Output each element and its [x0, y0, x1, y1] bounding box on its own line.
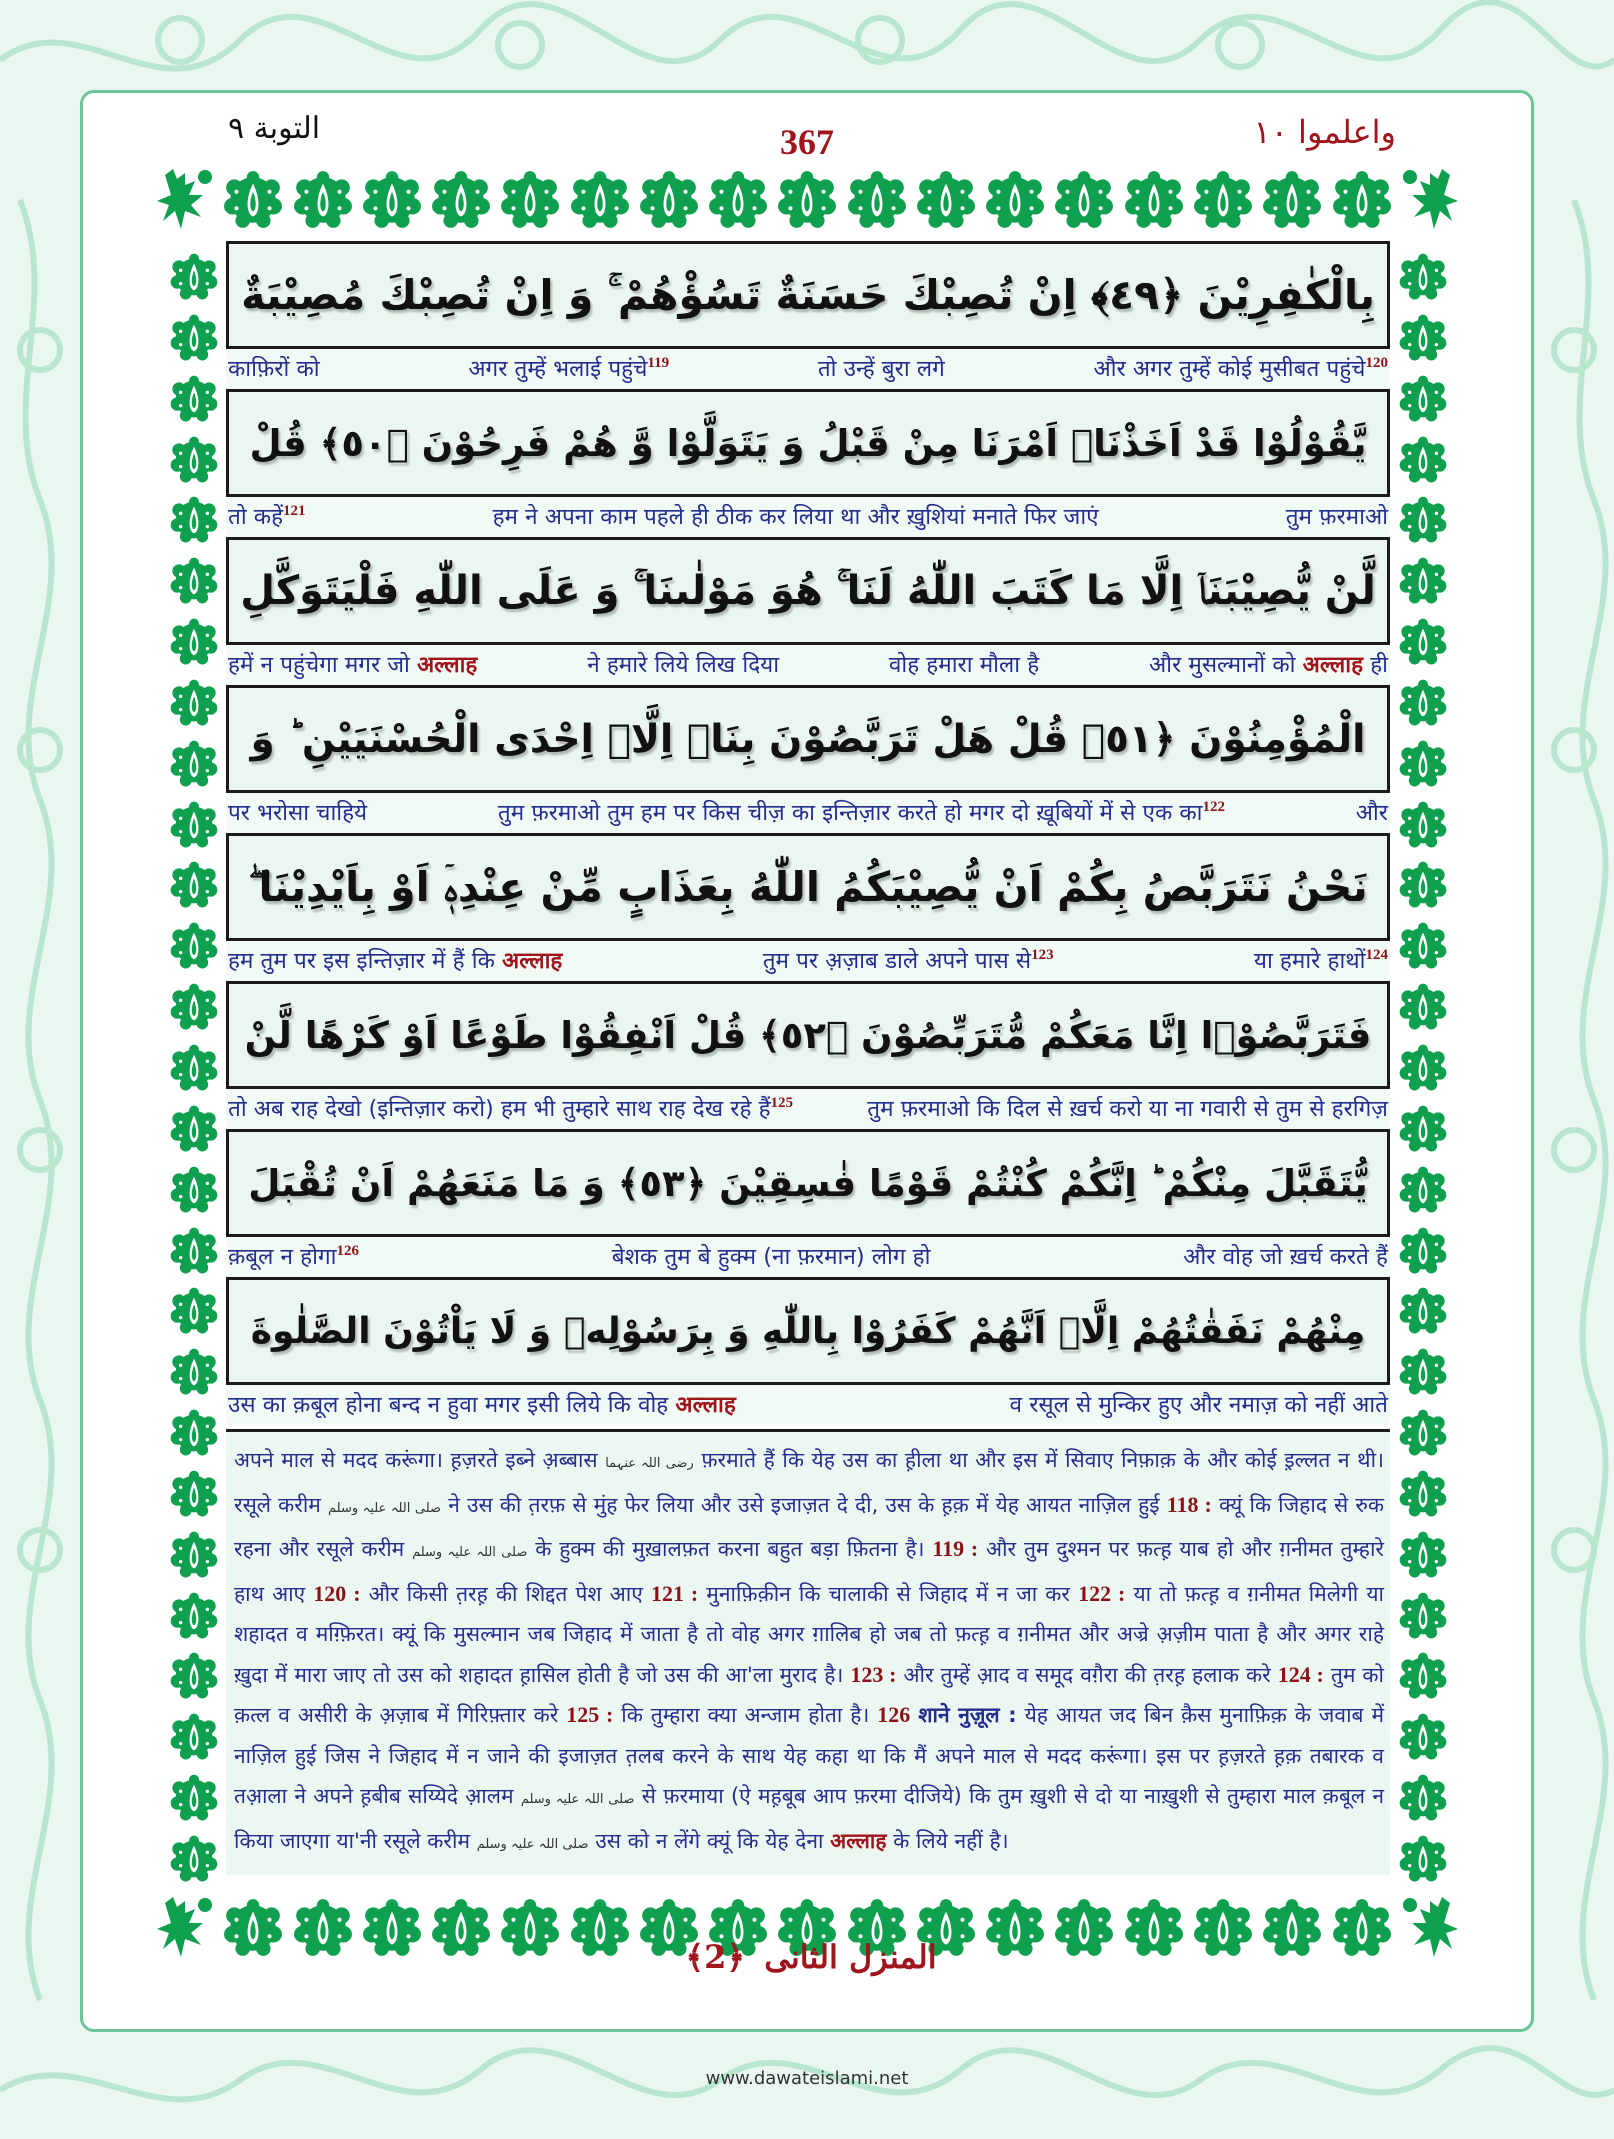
paisley-ornament-icon	[1398, 1587, 1448, 1645]
paisley-ornament-icon	[1398, 1526, 1448, 1584]
note-text: या तो फ़त्ह़ व ग़नीमत मिलेगी या शहादत व मग़्फ़िरत। क्यूं कि मुसल्मान जब जिहाद में जाता है तो वोह अगर ग़ालिब हो जब तो फ़त्ह़ व ग़नीमत और अज्रे अ़ज़ीम पाता है और अगर राहे ख़ुदा में मारा जाए तो उस को शहादत ह़ासिल होती है जो उस की आ'ला मुराद है।	[234, 1581, 1384, 1687]
note-number: 123 :	[850, 1661, 897, 1687]
paisley-ornament-icon	[169, 1343, 219, 1401]
right-ornament-border	[1397, 248, 1449, 1888]
note-number: 121 :	[650, 1580, 699, 1606]
paisley-ornament-icon	[1123, 169, 1185, 231]
footnote-marker[interactable]: 124	[1365, 947, 1388, 963]
footnote-marker[interactable]: 126	[336, 1243, 359, 1259]
note-text: मुनाफ़िक़ीन कि चालाकी से जिहाद में न जा कर	[706, 1581, 1071, 1606]
allah-word: अल्लाह	[502, 948, 563, 974]
translation-line	[226, 645, 1390, 685]
top-ornament-border	[155, 165, 1460, 235]
translation-segment: तो अब राह देखो (इन्तिज़ार करो) हम भी तुम्हारे साथ राह देख रहे हैं$^{125}$	[228, 1095, 794, 1122]
paisley-ornament-icon	[169, 552, 219, 610]
translation-segment: और अगर तुम्हें कोई मुसीबत पहुंचे$^{120}$	[1093, 355, 1388, 382]
honorific-glyph: صلی اللہ علیہ وسلم	[327, 1500, 442, 1516]
translation-segment: हम ने अपना काम पहले ही ठीक कर लिया था और ख़ुशियां मनाते फिर जाएं	[492, 504, 1099, 530]
paisley-ornament-icon	[169, 796, 219, 854]
ayah-box	[226, 685, 1390, 793]
allah-word: अल्लाह	[417, 652, 478, 678]
arabic-ayah-text: يُّتَقَبَّلَ مِنْكُمْ ؕ اِنَّكُمْ كُنْتُمْ قَوْمًا فٰسِقِيْنَ ﴿٥٣﴾ وَ مَا مَنَعَهُمْ اَنْ تُقْبَلَ	[248, 1161, 1368, 1205]
paisley-ornament-icon	[1261, 169, 1323, 231]
paisley-ornament-icon	[169, 1282, 219, 1340]
paisley-ornament-icon	[915, 169, 977, 231]
page-header	[83, 93, 1531, 163]
paisley-ornament-icon	[169, 1830, 219, 1888]
left-ornament-border	[168, 248, 220, 1888]
paisley-ornament-icon	[984, 169, 1046, 231]
paisley-ornament-icon	[169, 1647, 219, 1705]
paisley-ornament-icon	[1398, 370, 1448, 428]
note-text: क्यूं कि जिहाद से रुक रहना और रसूले करीम	[234, 1492, 1385, 1561]
shane-nuzul-heading: शाने नुज़ूल :	[918, 1703, 1017, 1727]
paisley-ornament-icon	[1398, 735, 1448, 793]
paisley-ornament-icon	[776, 169, 838, 231]
translation-segment: ने हमारे लिये लिख दिया	[587, 652, 780, 678]
paisley-ornament-icon	[1398, 1222, 1448, 1280]
paisley-ornament-icon	[1398, 1282, 1448, 1340]
translation-segment: और मुसल्मानों को अल्लाह ही	[1149, 652, 1388, 678]
paisley-ornament-icon	[1398, 674, 1448, 732]
paisley-ornament-icon	[1398, 1100, 1448, 1158]
footnote-marker[interactable]: 119	[647, 355, 670, 371]
paisley-ornament-icon	[169, 613, 219, 671]
translation-segment: उस का क़बूल होना बन्द न हुवा मगर इसी लिये कि वोह अल्लाह	[228, 1392, 736, 1418]
note-text: कि तुम्हारा क्या अन्जाम होता है।	[621, 1703, 870, 1727]
note-text: ने उस की त़रफ़ से मुंह फेर लिया और उसे इजाज़त दे दी, उस के ह़क़ में येह आयत नाज़िल हुई	[448, 1492, 1160, 1517]
paisley-ornament-icon	[361, 169, 423, 231]
translation-segment: हमें न पहुंचेगा मगर जो अल्लाह	[228, 652, 478, 678]
translation-segment: तो उन्हें बुरा लगे	[817, 356, 945, 382]
paisley-ornament-icon	[1398, 1404, 1448, 1462]
paisley-ornament-icon	[1398, 613, 1448, 671]
paisley-ornament-icon	[169, 248, 219, 306]
note-text: तुम को क़त्ल व असीरी के अ़ज़ाब में गिरिफ़्तार करे	[234, 1662, 1384, 1727]
paisley-ornament-icon	[1398, 796, 1448, 854]
ayah-box	[226, 981, 1390, 1089]
honorific-glyph: صلی اللہ علیہ وسلم	[520, 1792, 635, 1807]
footnotes-commentary	[226, 1432, 1390, 1875]
translation-segment: तुम पर अ़ज़ाब डाले अपने पास से$^{123}$	[762, 947, 1054, 974]
arabic-ayah-text: فَتَرَبَّصُوْۤا اِنَّا مَعَكُمْ مُّتَرَبِّصُوْنَ ﴿٥٢﴾ قُلْ اَنْفِقُوْا طَوْعًا اَوْ كَرْهًا لَّنْ	[244, 1013, 1372, 1057]
paisley-ornament-icon	[222, 169, 284, 231]
arabic-ayah-text: الْمُؤْمِنُوْنَ ﴿٥١﴾ قُلْ هَلْ تَرَبَّصُوْنَ بِنَاۤ اِلَّاۤ اِحْدَى الْحُسْنَيَيْنِ ؕ وَ	[250, 716, 1366, 762]
note-number: 124 :	[1277, 1661, 1324, 1687]
note-text: फ़रमाते हैं कि येह उस का ह़ीला था और इस में सिवाए निफ़ाक़ के और कोई इ़ल्लत न थी। रसूले करीम	[234, 1448, 1384, 1517]
ayah-box	[226, 1277, 1390, 1385]
paisley-ornament-icon	[1398, 917, 1448, 975]
paisley-ornament-icon	[1398, 1647, 1448, 1705]
corner-ornament-icon	[155, 165, 215, 235]
note-text: और तुम्हें आ़द व समूद वग़ैरा की त़रह़ हलाक करे	[903, 1662, 1271, 1687]
note-text: से फ़रमाया (ऐ मह़बूब आप फ़रमा दीजिये) कि तुम ख़ुशी से दो या नाख़ुशी से तुम्हारा माल क़बूल न किया जाएगा या'नी रसूले करीम	[234, 1784, 1384, 1853]
note-text: अपने माल से मदद करूंगा। ह़ज़रते इब्ने अ़ब्बास	[234, 1448, 598, 1472]
manzil-number: ﴿2﴾	[685, 1938, 746, 1976]
paisley-ornament-icon	[1331, 169, 1393, 231]
allah-word: अल्लाह	[830, 1827, 887, 1853]
note-number: 119 :	[932, 1536, 979, 1561]
content-area	[226, 241, 1390, 1875]
website-url[interactable]: www.dawateislami.net	[705, 2068, 909, 2089]
paisley-ornament-icon	[169, 370, 219, 428]
translation-line	[226, 793, 1390, 833]
footnote-marker[interactable]: 125	[770, 1095, 794, 1111]
note-text: के लिये नहीं है।	[893, 1828, 1009, 1853]
paisley-ornament-icon	[169, 1039, 219, 1097]
paisley-ornament-icon	[169, 856, 219, 914]
note-text: और किसी त़रह़ की शिद्दत पेश आए	[368, 1581, 643, 1606]
translation-line	[226, 497, 1390, 537]
honorific-glyph: رضی اللہ عنہما	[605, 1456, 694, 1471]
paisley-ornament-icon	[1053, 169, 1115, 231]
paisley-ornament-icon	[1398, 978, 1448, 1036]
note-number: 118 :	[1166, 1491, 1212, 1517]
translation-segment: अगर तुम्हें भलाई पहुंचे$^{119}$	[468, 355, 670, 382]
paisley-ornament-icon	[1398, 1039, 1448, 1097]
translation-line	[226, 1089, 1390, 1129]
translation-segment: और	[1355, 800, 1388, 826]
ayah-box	[226, 389, 1390, 497]
paisley-ornament-icon	[499, 169, 561, 231]
paisley-ornament-icon	[1398, 1769, 1448, 1827]
translation-segment: या हमारे हाथों$^{124}$	[1253, 947, 1388, 974]
paisley-ornament-icon	[707, 169, 769, 231]
footnote-marker[interactable]: 121	[283, 503, 306, 519]
manzil-label: المنزل الثانی	[764, 1938, 937, 1976]
arabic-ayah-text: نَحْنُ نَتَرَبَّصُ بِكُمْ اَنْ يُّصِيْبَكُمُ اللّٰهُ بِعَذَابٍ مِّنْ عِنْدِهٖۤ اَوْ بِاَيْدِيْنَا ۖ	[248, 862, 1368, 911]
ayah-box	[226, 537, 1390, 645]
paisley-ornament-icon	[1398, 491, 1448, 549]
paisley-ornament-icon	[1398, 1465, 1448, 1523]
arabic-ayah-text: يَّقُوْلُوْا قَدْ اَخَذْنَاۤ اَمْرَنَا مِنْ قَبْلُ وَ يَتَوَلَّوْا وَّ هُمْ فَرِحُوْنَ ﴿٥٠﴾ قُلْ	[249, 421, 1367, 465]
paisley-ornament-icon	[1398, 1343, 1448, 1401]
arabic-ayah-text: لَّنْ يُّصِيْبَنَاۤ اِلَّا مَا كَتَبَ اللّٰهُ لَنَا ۚ هُوَ مَوْلٰىنَا ۚ وَ عَلَى اللّٰهِ فَلْيَتَوَكَّلِ	[240, 568, 1376, 614]
translation-line	[226, 349, 1390, 389]
paisley-ornament-icon	[169, 431, 219, 489]
paisley-ornament-icon	[1192, 169, 1254, 231]
paisley-ornament-icon	[1398, 1161, 1448, 1219]
arabic-ayah-text: مِنْهُمْ نَفَقٰتُهُمْ اِلَّاۤ اَنَّهُمْ كَفَرُوْا بِاللّٰهِ وَ بِرَسُوْلِهٖ وَ لَا يَاْتُوْنَ الصَّلٰوةَ	[250, 1310, 1366, 1352]
paisley-ornament-icon	[169, 1222, 219, 1280]
paisley-ornament-icon	[846, 169, 908, 231]
honorific-glyph: صلی اللہ علیہ وسلم	[412, 1545, 528, 1560]
paisley-ornament-icon	[292, 169, 354, 231]
paisley-ornament-icon	[430, 169, 492, 231]
paisley-ornament-icon	[169, 309, 219, 367]
paisley-ornament-icon	[1398, 431, 1448, 489]
paisley-ornament-icon	[169, 1769, 219, 1827]
allah-word: अल्लाह	[675, 1392, 736, 1418]
corner-ornament-icon	[1400, 165, 1460, 235]
translation-segment: तुम फ़रमाओ कि दिल से ख़र्च करो या ना गवारी से तुम से हरगिज़	[867, 1096, 1388, 1122]
paisley-ornament-icon	[1398, 1830, 1448, 1888]
translation-segment: तुम फ़रमाओ तुम हम पर किस चीज़ का इन्तिज़ार करते हो मगर दो ख़ूबियों में से एक का$^{122}$	[497, 799, 1225, 826]
paisley-ornament-icon	[1398, 1708, 1448, 1766]
paisley-ornament-icon	[169, 978, 219, 1036]
translation-segment: तो कहें$^{121}$	[228, 503, 306, 530]
page-number: 367	[780, 122, 834, 162]
note-text: उस को न लेंगे क्यूं कि येह देना	[595, 1828, 824, 1853]
paisley-ornament-icon	[1398, 552, 1448, 610]
ayah-box	[226, 241, 1390, 349]
paisley-ornament-icon	[169, 1526, 219, 1584]
translation-segment: पर भरोसा चाहिये	[228, 800, 368, 826]
honorific-glyph: صلی اللہ علیہ وسلم	[476, 1836, 589, 1852]
footnote-marker[interactable]: 122	[1202, 799, 1225, 815]
paisley-ornament-icon	[169, 1100, 219, 1158]
note-text: के हुक्म की मुख़ालफ़त करना बहुत बड़ा फ़ितना है।	[535, 1537, 925, 1561]
translation-line	[226, 1385, 1390, 1425]
paisley-ornament-icon	[169, 1404, 219, 1462]
translation-segment: बेशक तुम बे हुक्म (ना फ़रमान) लोग हो	[611, 1244, 931, 1270]
footnote-marker[interactable]: 120	[1365, 355, 1388, 371]
paisley-ornament-icon	[169, 491, 219, 549]
note-text: और तुम दुश्मन पर फ़त्ह़ याब हो और ग़नीमत तुम्हारे हाथ आए	[234, 1537, 1384, 1606]
paisley-ornament-icon	[169, 917, 219, 975]
paisley-ornament-icon	[169, 1465, 219, 1523]
note-number: 120 :	[313, 1580, 361, 1606]
footnote-marker[interactable]: 123	[1031, 947, 1054, 963]
paisley-ornament-icon	[1398, 856, 1448, 914]
translation-segment: व रसूल से मुन्किर हुए और नमाज़ को नहीं आते	[1009, 1392, 1388, 1418]
translation-line	[226, 1237, 1390, 1277]
manzil-footer	[83, 1938, 1531, 1976]
paisley-ornament-icon	[1398, 309, 1448, 367]
quran-page	[80, 90, 1534, 2032]
paisley-ornament-icon	[1398, 248, 1448, 306]
translation-segment: काफ़िरों को	[228, 356, 320, 382]
juz-name: واعلموا ١٠	[1253, 113, 1396, 151]
paisley-ornament-icon	[569, 169, 631, 231]
translation-segment: क़बूल न होगा$^{126}$	[228, 1243, 359, 1270]
note-text: येह आयत जद बिन क़ैस मुनाफ़िक़ के जवाब में नाज़िल हुई जिस ने जिहाद में न जाने की इजाज़त त़लब करने के साथ येह कहा था कि मैं अपने माल से मदद करूंगा। इस पर ह़ज़रते ह़क़ तबारक व तआ़ला ने अपने ह़बीब सय्यिदे आ़लम	[234, 1703, 1384, 1808]
translation-segment: हम तुम पर इस इन्तिज़ार में हैं कि अल्लाह	[228, 948, 563, 974]
ayah-box	[226, 1129, 1390, 1237]
paisley-ornament-icon	[169, 674, 219, 732]
paisley-ornament-icon	[169, 1161, 219, 1219]
paisley-ornament-icon	[169, 1708, 219, 1766]
arabic-ayah-text: بِالْكٰفِرِيْنَ ﴿٤٩﴾ اِنْ تُصِبْكَ حَسَنَةٌ تَسُؤْهُمْ ۚ وَ اِنْ تُصِبْكَ مُصِيْبَةٌ	[241, 270, 1375, 319]
note-number: 125 :	[566, 1702, 614, 1727]
translation-line	[226, 941, 1390, 981]
allah-word: अल्लाह	[1302, 652, 1364, 678]
paisley-ornament-icon	[169, 735, 219, 793]
surah-name: التوبة ٩	[228, 111, 321, 146]
paisley-ornament-icon	[638, 169, 700, 231]
translation-segment: और वोह जो ख़र्च करते हैं	[1183, 1244, 1388, 1270]
translation-segment: तुम फ़रमाओ	[1285, 504, 1388, 530]
note-number: 122 :	[1078, 1580, 1126, 1606]
paisley-ornament-icon	[169, 1587, 219, 1645]
translation-segment: वोह हमारा मौला है	[888, 652, 1040, 678]
ayah-box	[226, 833, 1390, 941]
note-number: 126	[877, 1702, 911, 1727]
